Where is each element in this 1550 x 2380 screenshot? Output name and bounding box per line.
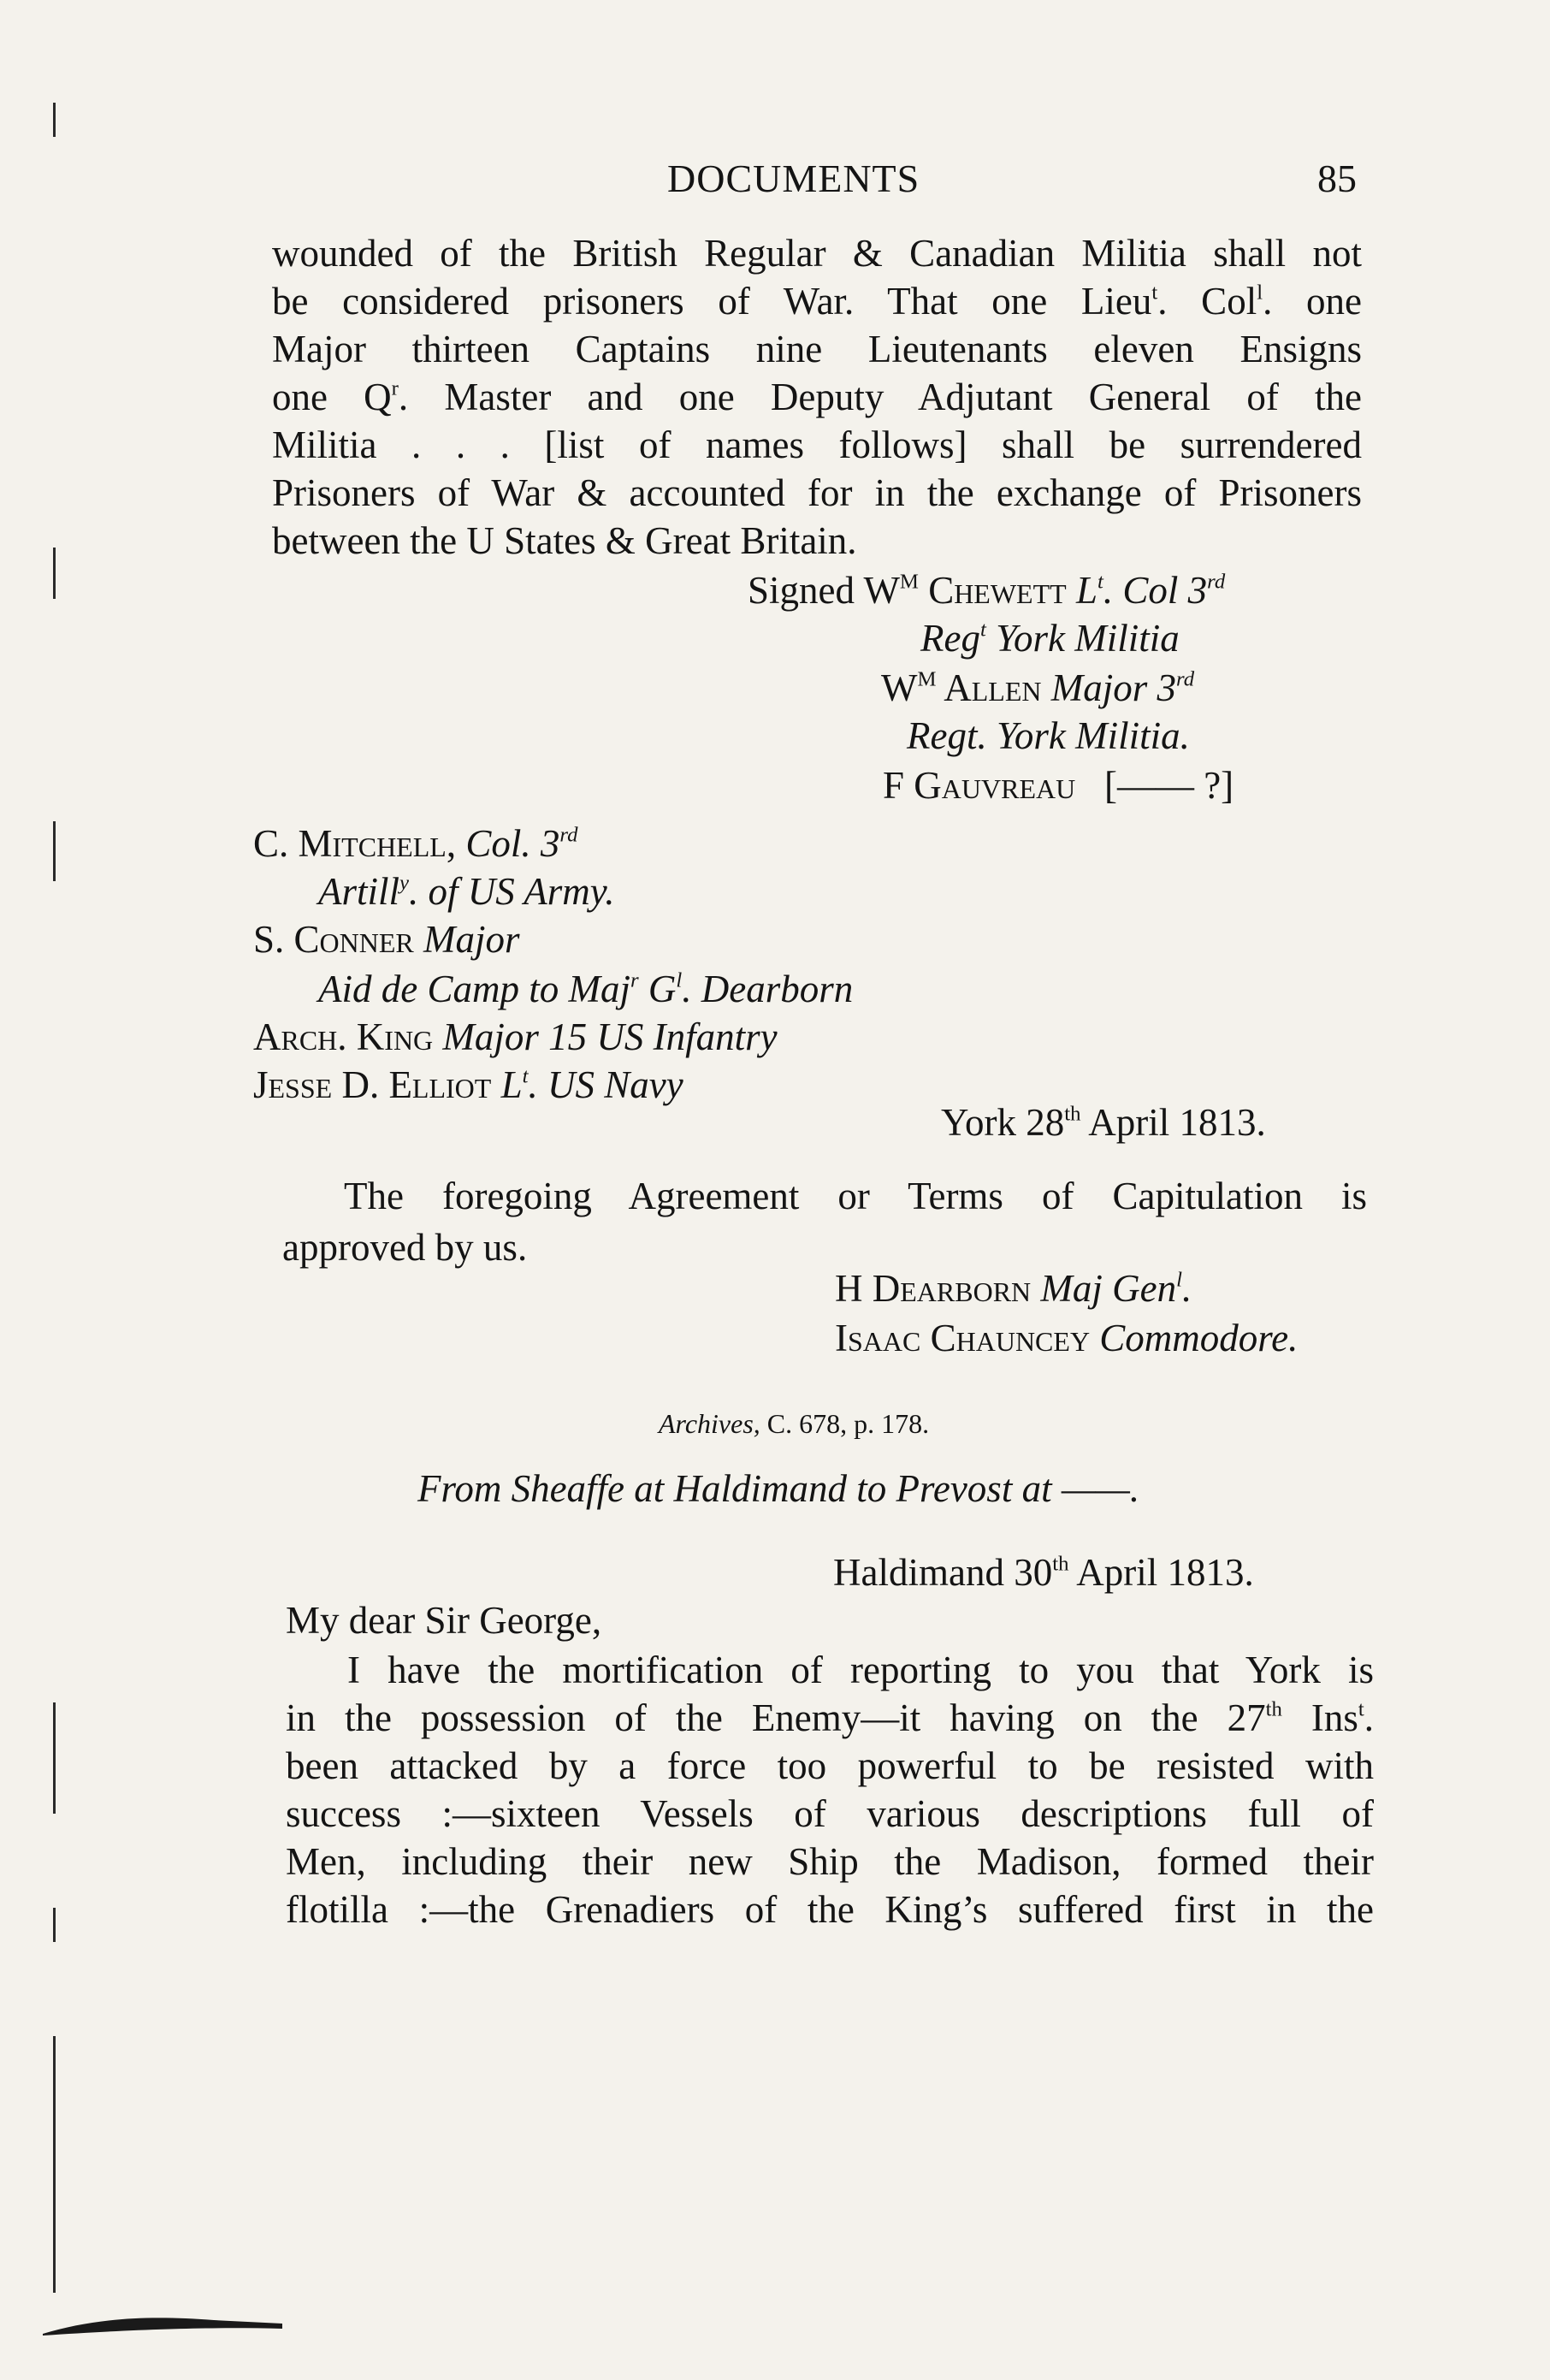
signature-allen: $W^M$ Allen Major 3rd bbox=[881, 666, 1195, 709]
signature-conner-role: Aid de Camp to Maj$^r$ $G^l$. Dearborn bbox=[318, 968, 854, 1010]
running-header: DOCUMENTS bbox=[667, 157, 920, 200]
text-line: Prisoners of War & accounted for in the exchange of Prisoners bbox=[272, 471, 1362, 514]
signature-allen-regiment: Regt. York Militia. bbox=[907, 714, 1190, 757]
signature-gauvreau: F Gauvreau [—— ?] bbox=[883, 764, 1234, 807]
text-line: wounded of the British Regular & Canadian Militia shall not bbox=[272, 232, 1362, 275]
signature-chauncey: Isaac Chauncey Commodore. bbox=[835, 1317, 1299, 1359]
scan-smudge bbox=[43, 2310, 282, 2336]
text-line: Major thirteen Captains nine Lieutenants eleven Ensigns bbox=[272, 328, 1362, 370]
salutation: My dear Sir George, bbox=[286, 1599, 602, 1642]
scan-edge-mark bbox=[53, 103, 56, 137]
scan-edge-mark bbox=[53, 2036, 56, 2293]
letter-line: been attacked by a force too powerful to be resisted with bbox=[286, 1744, 1374, 1787]
letter-line: Men, including their new Ship the Madison, formed their bbox=[286, 1840, 1374, 1883]
letter-line: success :—sixteen Vessels of various descriptions full of bbox=[286, 1792, 1374, 1835]
text-line: Militia . . . [list of names follows] shall be surrendered bbox=[272, 423, 1362, 466]
approval-line: approved by us. bbox=[282, 1226, 528, 1269]
letter-line: flotilla :—the Grenadiers of the King’s suffered first in the bbox=[286, 1888, 1374, 1931]
scan-edge-mark bbox=[53, 1908, 56, 1942]
scan-edge-mark bbox=[53, 1702, 56, 1814]
scan-edge-mark bbox=[53, 821, 56, 881]
dateline-york: York 28th April 1813. bbox=[941, 1101, 1266, 1144]
signature-conner: S. Conner Major bbox=[253, 918, 520, 961]
page-number: 85 bbox=[1317, 157, 1357, 200]
text-line: between the U States & Great Britain. bbox=[272, 519, 857, 562]
letter-heading: From Sheaffe at Haldimand to Prevost at ——. bbox=[417, 1467, 1140, 1510]
dateline-haldimand: Haldimand 30th April 1813. bbox=[833, 1551, 1254, 1594]
signature-mitchell-unit: Artill$^y$. of US Army. bbox=[318, 870, 615, 913]
text-line: one $Q^r$. Master and one Deputy Adjutant General of the bbox=[272, 376, 1362, 418]
letter-line: in the possession of the Enemy—it having on the 27th Ins$^t$. bbox=[286, 1696, 1374, 1739]
letter-line: I have the mortification of reporting to you that York is bbox=[347, 1649, 1374, 1691]
signature-king: Arch. King Major 15 US Infantry bbox=[253, 1015, 778, 1058]
signature-chewett-regiment: Reg$^t$ York Militia bbox=[920, 617, 1180, 660]
source-citation: Archives, C. 678, p. 178. bbox=[659, 1408, 930, 1439]
signature-dearborn: H Dearborn Maj Gen$^l$. bbox=[835, 1267, 1192, 1310]
approval-line: The foregoing Agreement or Terms of Capitulation is bbox=[344, 1175, 1367, 1217]
scan-edge-mark bbox=[53, 548, 56, 599]
signature-elliot: Jesse D. Elliot $L^t$. US Navy bbox=[253, 1063, 683, 1106]
signature-chewett: Signed $W^M$ Chewett $L^t$. Col 3rd bbox=[748, 569, 1226, 612]
signature-mitchell: C. Mitchell, Col. 3rd bbox=[253, 822, 578, 865]
text-line: be considered prisoners of War. That one Lieu$^t$. Col$^l$. one bbox=[272, 280, 1362, 323]
